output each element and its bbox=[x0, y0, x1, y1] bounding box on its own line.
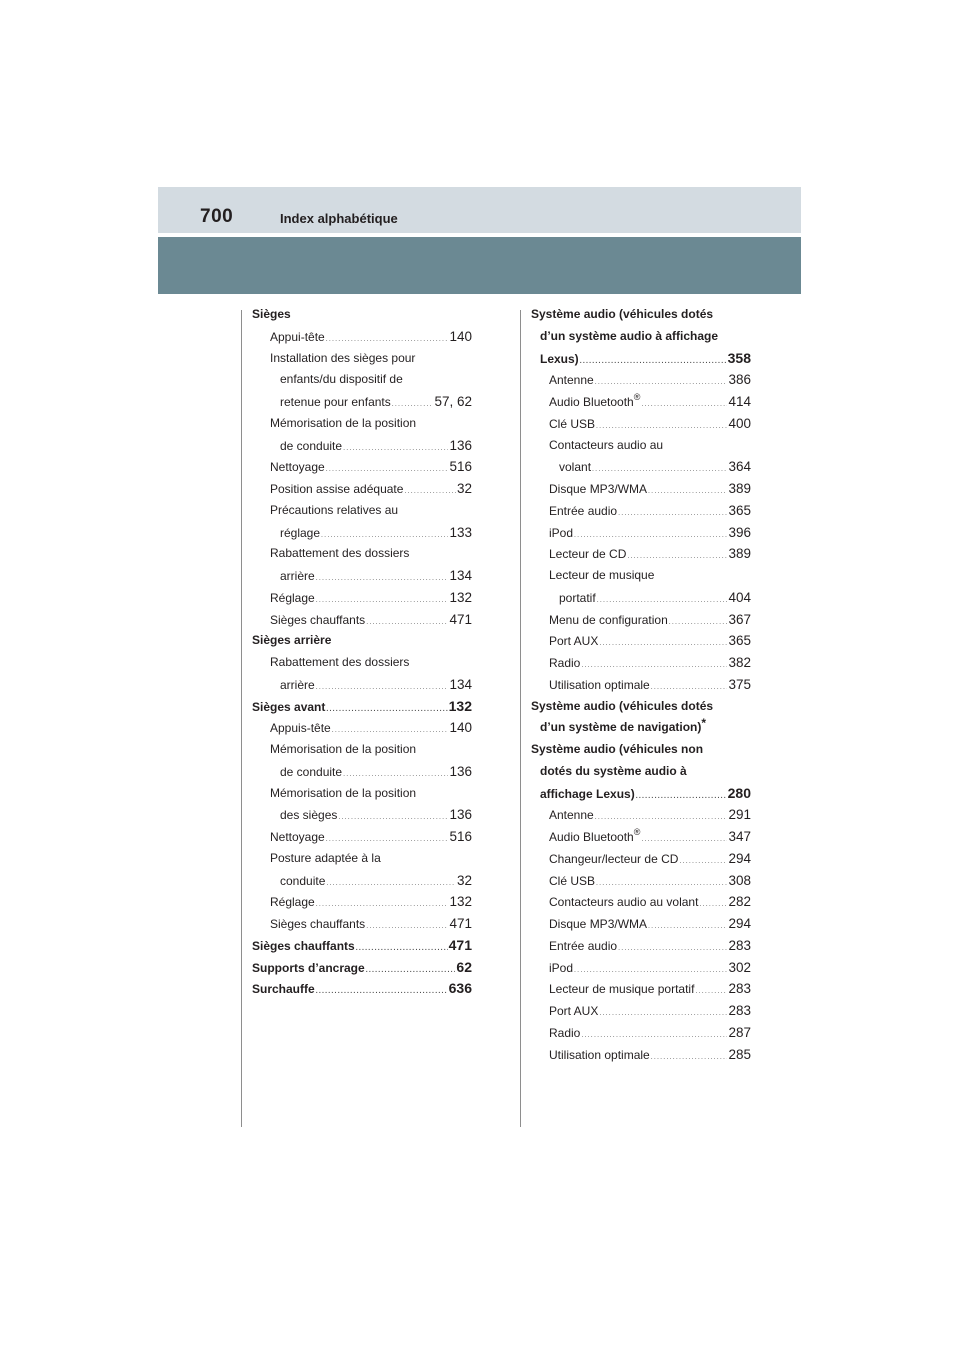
index-entry-label: Système audio (véhicules non bbox=[531, 742, 704, 756]
index-entry bbox=[252, 348, 472, 370]
page-reference: 283 bbox=[728, 1003, 751, 1018]
index-entry-label: Utilisation optimale bbox=[549, 677, 650, 692]
index-entry-mark: ® bbox=[633, 392, 641, 402]
index-entry-label: Lecteur de musique portatif bbox=[549, 982, 695, 997]
index-entry-label: conduite bbox=[280, 873, 326, 888]
index-entry bbox=[252, 891, 472, 913]
page-reference: 414 bbox=[728, 394, 751, 409]
page-header bbox=[158, 187, 801, 233]
index-entry-label: Utilisation optimale bbox=[549, 1047, 650, 1062]
index-entry bbox=[531, 413, 751, 435]
page-reference: 132 bbox=[449, 894, 472, 910]
index-entry bbox=[531, 696, 751, 718]
page-reference: 283 bbox=[728, 937, 751, 953]
index-entry-text bbox=[252, 307, 291, 321]
index-entry bbox=[252, 587, 472, 609]
index-entry bbox=[252, 500, 472, 522]
page-reference: 134 bbox=[449, 568, 472, 583]
index-entry-text bbox=[549, 523, 573, 545]
dot-leader bbox=[651, 1047, 728, 1069]
page-reference: 516 bbox=[449, 829, 472, 844]
index-entry-text bbox=[549, 958, 573, 980]
index-entry-text bbox=[252, 979, 315, 1001]
index-entry bbox=[531, 500, 751, 522]
index-entry-label: Nettoyage bbox=[270, 830, 325, 844]
index-entry-text bbox=[549, 610, 668, 632]
index-entry bbox=[252, 435, 472, 457]
index-entry-text bbox=[270, 742, 416, 756]
index-entry-text bbox=[280, 805, 337, 827]
index-entry-text bbox=[549, 653, 580, 675]
index-entry bbox=[531, 565, 751, 587]
index-entry bbox=[531, 935, 751, 957]
index-entry-text bbox=[549, 871, 595, 893]
index-entry-label: Rabattement des dossiers bbox=[270, 655, 410, 669]
index-entry bbox=[252, 522, 472, 544]
index-entry bbox=[531, 1000, 751, 1022]
page-reference: 396 bbox=[728, 524, 751, 540]
index-entry-text bbox=[270, 588, 315, 610]
index-entry-label: Contacteurs audio au volant bbox=[549, 895, 699, 910]
index-entry-label: dotés du système audio à bbox=[540, 763, 687, 778]
index-entry bbox=[252, 674, 472, 696]
index-entry bbox=[531, 783, 751, 805]
page-reference: 294 bbox=[728, 916, 751, 931]
index-entry-text bbox=[270, 416, 416, 430]
index-entry-label: portatif bbox=[559, 590, 596, 605]
index-entry-label: Réglage bbox=[270, 590, 315, 605]
page-reference: 287 bbox=[728, 1024, 751, 1040]
index-entry-label: Sièges avant bbox=[252, 699, 326, 714]
index-entry-label: Sièges bbox=[252, 307, 291, 321]
right-column-rule bbox=[520, 310, 521, 1127]
index-entry-text bbox=[270, 327, 325, 349]
index-entry-label: d’un système audio à affichage bbox=[540, 328, 719, 343]
index-entry bbox=[252, 326, 472, 348]
index-entry bbox=[531, 326, 751, 348]
index-entry-label: Nettoyage bbox=[270, 460, 325, 475]
index-entry-label: Sièges arrière bbox=[252, 633, 332, 648]
index-entry bbox=[531, 304, 751, 326]
index-entry bbox=[531, 761, 751, 783]
section-title: Index alphabétique bbox=[280, 211, 398, 226]
index-entry-text bbox=[270, 457, 325, 479]
index-entry-label: Port AUX bbox=[549, 634, 599, 649]
index-entry-text bbox=[270, 351, 415, 365]
page-reference: 302 bbox=[728, 959, 751, 975]
index-entry-label: iPod bbox=[549, 960, 574, 975]
page-reference: 132 bbox=[449, 589, 472, 605]
index-entry-label: Réglage bbox=[270, 895, 315, 910]
index-entry-text bbox=[270, 786, 416, 800]
index-entry-text bbox=[540, 329, 718, 343]
page-reference: 365 bbox=[728, 633, 751, 649]
index-entry bbox=[252, 804, 472, 826]
index-entry-text bbox=[280, 566, 315, 588]
page-reference: 386 bbox=[728, 372, 751, 388]
index-entry-text bbox=[252, 958, 365, 980]
page-reference: 62 bbox=[456, 958, 472, 975]
page-reference: 136 bbox=[449, 807, 472, 823]
page-reference: 400 bbox=[728, 415, 751, 431]
index-entry-label: Radio bbox=[549, 1025, 581, 1040]
index-entry bbox=[531, 891, 751, 913]
index-entry-mark: * bbox=[701, 716, 707, 731]
index-entry-text bbox=[270, 892, 315, 914]
index-entry bbox=[252, 652, 472, 674]
index-entry-text bbox=[280, 762, 342, 784]
index-entry bbox=[252, 870, 472, 892]
index-entry bbox=[531, 1022, 751, 1044]
index-entry bbox=[252, 478, 472, 500]
page-reference: 133 bbox=[449, 524, 472, 540]
index-entry-text bbox=[270, 827, 325, 849]
index-entry-text bbox=[270, 718, 331, 740]
index-entry-label: Lecteur de musique bbox=[549, 568, 655, 582]
index-entry-label: de conduite bbox=[280, 438, 343, 453]
index-entry-label: Contacteurs audio au bbox=[549, 437, 664, 452]
page-reference: 134 bbox=[449, 676, 472, 692]
page-reference: 358 bbox=[727, 349, 751, 366]
index-entry-text bbox=[549, 892, 698, 914]
index-entry-label: réglage bbox=[280, 525, 321, 540]
index-entry bbox=[531, 652, 751, 674]
index-entry-text bbox=[549, 414, 595, 436]
index-entry-text bbox=[549, 479, 647, 501]
index-entry-label: Appuis-tête bbox=[270, 721, 331, 736]
index-entry-label: retenue pour enfants bbox=[280, 395, 391, 409]
page-reference: 32 bbox=[456, 481, 472, 496]
page-reference: 294 bbox=[728, 850, 751, 866]
index-entry-text bbox=[280, 871, 325, 893]
index-entry-text bbox=[549, 1001, 598, 1023]
index-entry-text bbox=[270, 546, 409, 560]
page-reference: 282 bbox=[728, 894, 751, 910]
page-reference: 285 bbox=[728, 1046, 751, 1062]
page-reference: 516 bbox=[449, 459, 472, 475]
index-entry-text bbox=[549, 438, 663, 452]
index-entry-label: Clé USB bbox=[549, 416, 596, 431]
index-entry-label: Lecteur de CD bbox=[549, 547, 627, 562]
index-entry-label: arrière bbox=[280, 677, 315, 692]
index-entry-text bbox=[280, 372, 403, 386]
page-reference: 347 bbox=[728, 829, 751, 844]
index-entry-text bbox=[549, 979, 694, 1001]
index-entry-text bbox=[270, 503, 398, 517]
index-entry-label: Rabattement des dossiers bbox=[270, 546, 410, 561]
index-entry-label: volant bbox=[559, 460, 592, 475]
index-entry bbox=[252, 848, 472, 870]
page-reference: 132 bbox=[448, 697, 472, 714]
index-entry-text bbox=[549, 805, 594, 827]
index-entry-label: enfants/du dispositif de bbox=[280, 372, 403, 387]
index-entry-label: Sièges chauffants bbox=[252, 938, 355, 953]
index-entry-text bbox=[270, 914, 365, 936]
index-entry-label: Appui-tête bbox=[270, 329, 325, 344]
index-entry-label: Antenne bbox=[549, 808, 594, 823]
page-reference: 471 bbox=[448, 936, 472, 953]
index-entry bbox=[531, 913, 751, 935]
index-entry-text bbox=[549, 568, 654, 582]
index-entry-text bbox=[540, 764, 687, 778]
page-reference: 389 bbox=[728, 481, 751, 496]
index-entry-text bbox=[549, 1023, 580, 1045]
index-entry bbox=[252, 369, 472, 391]
left-column-rule bbox=[241, 310, 242, 1127]
page-reference: 140 bbox=[449, 720, 472, 736]
index-entry bbox=[531, 739, 751, 761]
index-entry-text bbox=[270, 851, 381, 865]
index-entry-label: de conduite bbox=[280, 764, 343, 779]
index-entry-label: des sièges bbox=[280, 808, 338, 823]
index-entry bbox=[252, 391, 472, 413]
page-number: 700 bbox=[200, 206, 234, 227]
index-entry-label: Antenne bbox=[549, 373, 594, 388]
index-entry-text bbox=[549, 392, 640, 414]
index-entry bbox=[531, 587, 751, 609]
index-entry-label: Radio bbox=[549, 656, 581, 670]
index-entry-text bbox=[280, 523, 320, 545]
index-entry-text bbox=[549, 675, 650, 697]
index-entry bbox=[531, 717, 751, 739]
index-entry-label: Disque MP3/WMA bbox=[549, 482, 648, 496]
index-entry bbox=[531, 848, 751, 870]
page-reference: 636 bbox=[448, 980, 472, 997]
index-entry bbox=[531, 456, 751, 478]
index-entry bbox=[531, 478, 751, 500]
page-reference: 364 bbox=[728, 459, 751, 475]
index-entry-label: Installation des sièges pour bbox=[270, 350, 416, 365]
index-entry-label: Précautions relatives au bbox=[270, 502, 399, 517]
index-entry-label: arrière bbox=[280, 569, 315, 583]
index-entry-text bbox=[531, 742, 703, 756]
index-entry-text bbox=[549, 501, 617, 523]
index-entry-label: Changeur/lecteur de CD bbox=[549, 851, 679, 866]
index-entry-label: Sièges chauffants bbox=[270, 917, 366, 931]
index-entry bbox=[531, 522, 751, 544]
index-entry-label: Mémorisation de la position bbox=[270, 785, 417, 800]
page-reference: 404 bbox=[728, 589, 751, 605]
index-entry bbox=[252, 957, 472, 979]
index-entry-text bbox=[549, 849, 678, 871]
index-entry-label: Système audio (véhicules dotés bbox=[531, 307, 714, 321]
page-reference: 367 bbox=[728, 611, 751, 627]
index-entry bbox=[531, 391, 751, 413]
index-entry-label: Posture adaptée à la bbox=[270, 850, 381, 865]
index-entry-text bbox=[280, 392, 391, 414]
dot-leader bbox=[316, 981, 448, 1003]
index-entry-text bbox=[549, 936, 617, 958]
index-entry-text bbox=[540, 349, 579, 371]
index-entry bbox=[252, 978, 472, 1000]
index-entry bbox=[531, 1044, 751, 1066]
page-reference: 32 bbox=[456, 872, 472, 888]
page-reference: 375 bbox=[728, 676, 751, 692]
index-entry bbox=[252, 413, 472, 435]
index-entry-text bbox=[270, 479, 403, 501]
index-entry-text bbox=[549, 631, 598, 653]
page-reference: 57, 62 bbox=[434, 394, 472, 409]
index-entry-label: Entrée audio bbox=[549, 938, 618, 953]
index-entry bbox=[252, 935, 472, 957]
index-entry-label: Audio Bluetooth bbox=[549, 830, 634, 844]
page-reference: 365 bbox=[728, 502, 751, 518]
index-entry-text bbox=[280, 675, 315, 697]
index-entry-text bbox=[559, 588, 596, 610]
index-entry-label: Port AUX bbox=[549, 1004, 599, 1018]
index-entry-text bbox=[270, 655, 409, 669]
index-entry bbox=[252, 717, 472, 739]
header-band bbox=[158, 237, 801, 294]
index-entry-label: Surchauffe bbox=[252, 982, 315, 997]
page-reference: 471 bbox=[449, 916, 472, 931]
page-reference: 291 bbox=[728, 807, 751, 823]
index-entry bbox=[531, 630, 751, 652]
index-entry-label: Mémorisation de la position bbox=[270, 742, 417, 756]
index-entry bbox=[531, 870, 751, 892]
index-entry-label: Sièges chauffants bbox=[270, 612, 366, 627]
index-column-left bbox=[252, 304, 472, 1000]
index-entry-text bbox=[252, 697, 325, 719]
page-reference: 280 bbox=[727, 784, 751, 801]
index-entry-mark: ® bbox=[633, 827, 641, 837]
index-entry-label: affichage Lexus) bbox=[540, 786, 635, 801]
page-reference: 283 bbox=[728, 981, 751, 997]
index-entry-text bbox=[549, 914, 647, 936]
index-entry-text bbox=[540, 716, 707, 735]
index-entry-label: Système audio (véhicules dotés bbox=[531, 698, 714, 713]
index-entry-label: Audio Bluetooth bbox=[549, 395, 634, 409]
index-entry-label: iPod bbox=[549, 525, 574, 540]
index-entry bbox=[531, 804, 751, 826]
page-reference: 471 bbox=[449, 611, 472, 627]
page-reference: 140 bbox=[449, 328, 472, 344]
index-entry-text bbox=[252, 633, 331, 647]
index-entry bbox=[531, 957, 751, 979]
index-entry-label: Mémorisation de la position bbox=[270, 415, 417, 430]
index-entry-label: Position assise adéquate bbox=[270, 482, 404, 496]
index-entry bbox=[531, 435, 751, 457]
index-entry-text bbox=[531, 699, 713, 713]
index-column-right bbox=[531, 304, 751, 1065]
index-entry-label: Clé USB bbox=[549, 873, 596, 888]
index-entry-text bbox=[280, 436, 342, 458]
index-entry bbox=[531, 543, 751, 565]
index-entry bbox=[531, 674, 751, 696]
index-entry bbox=[531, 826, 751, 848]
page-reference: 308 bbox=[728, 872, 751, 888]
index-entry bbox=[531, 609, 751, 631]
index-entry bbox=[531, 369, 751, 391]
index-entry-text bbox=[252, 936, 355, 958]
index-entry bbox=[252, 826, 472, 848]
index-entry bbox=[252, 630, 472, 652]
index-entry-label: Entrée audio bbox=[549, 503, 618, 518]
index-entry bbox=[252, 761, 472, 783]
index-entry-label: Supports d’ancrage bbox=[252, 960, 365, 975]
page-reference: 136 bbox=[449, 437, 472, 453]
index-entry-text bbox=[549, 827, 640, 849]
index-entry-text bbox=[549, 544, 626, 566]
page-reference: 382 bbox=[728, 655, 751, 670]
index-entry bbox=[252, 783, 472, 805]
index-entry bbox=[252, 456, 472, 478]
page-reference: 389 bbox=[728, 546, 751, 562]
index-entry bbox=[252, 565, 472, 587]
index-entry bbox=[252, 696, 472, 718]
index-entry-text bbox=[270, 610, 365, 632]
index-entry bbox=[252, 304, 472, 326]
index-entry bbox=[531, 978, 751, 1000]
index-entry bbox=[252, 739, 472, 761]
index-entry-text bbox=[549, 1045, 650, 1067]
index-entry bbox=[252, 609, 472, 631]
index-entry-label: Lexus) bbox=[540, 351, 579, 366]
index-entry bbox=[252, 543, 472, 565]
index-entry-text bbox=[559, 457, 591, 479]
index-entry bbox=[531, 348, 751, 370]
index-entry-label: Menu de configuration bbox=[549, 612, 668, 627]
index-entry-text bbox=[531, 307, 713, 321]
index-entry-text bbox=[549, 370, 594, 392]
page-reference: 136 bbox=[449, 763, 472, 779]
index-entry-label: Disque MP3/WMA bbox=[549, 917, 648, 931]
index-entry bbox=[252, 913, 472, 935]
index-entry-label: d’un système de navigation) bbox=[540, 720, 702, 735]
index-entry-text bbox=[540, 784, 635, 806]
